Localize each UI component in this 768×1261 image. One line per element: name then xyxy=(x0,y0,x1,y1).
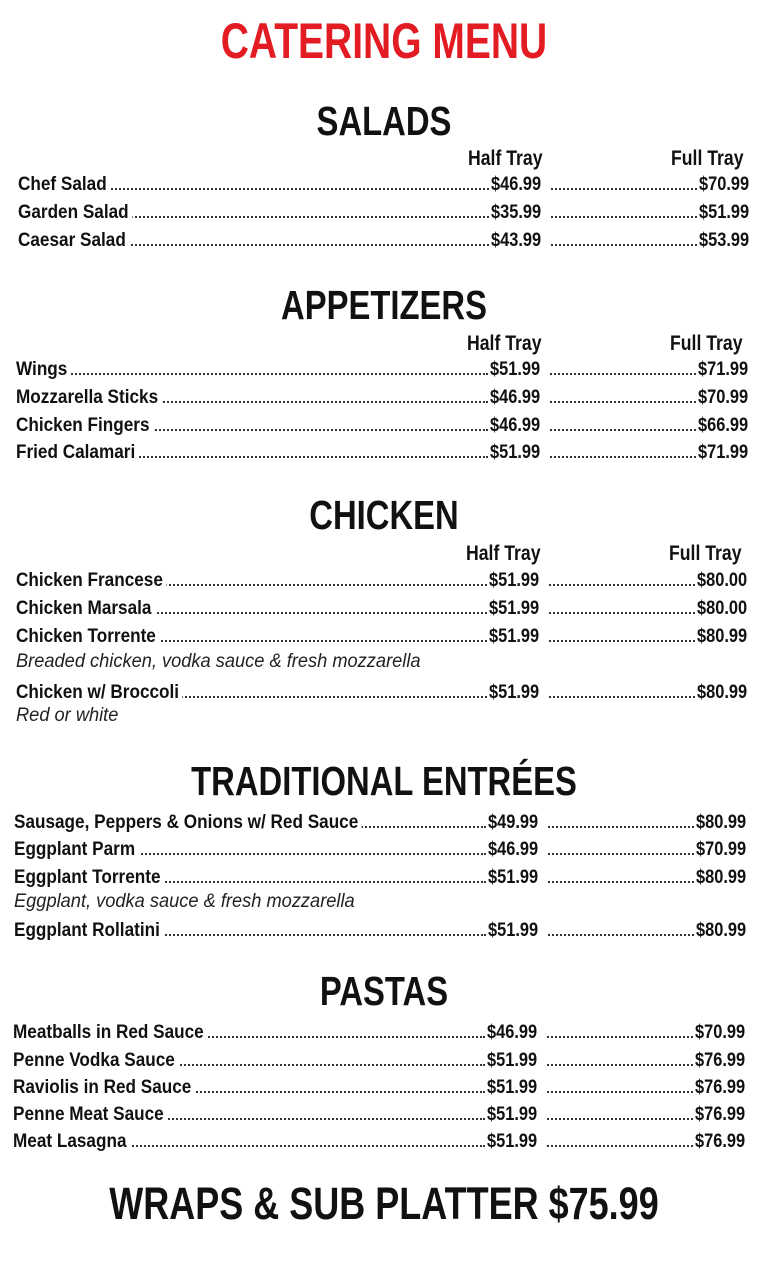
dot-leader xyxy=(16,373,488,375)
full-tray-header: Full Tray xyxy=(669,542,742,565)
half-tray-header: Half Tray xyxy=(468,147,543,170)
menu-item-row xyxy=(13,1101,755,1127)
dot-leader xyxy=(550,401,696,403)
menu-item-name: Chef Salad xyxy=(18,171,110,197)
half-tray-price: $46.99 xyxy=(487,1021,538,1043)
half-tray-price: $43.99 xyxy=(491,229,542,251)
menu-item-row xyxy=(14,836,756,862)
menu-item-row xyxy=(13,1047,755,1073)
menu-item-name: Meatballs in Red Sauce xyxy=(13,1019,207,1045)
full-tray-price: $76.99 xyxy=(695,1076,746,1098)
dot-leader xyxy=(550,456,696,458)
full-tray-price: $70.99 xyxy=(698,386,749,408)
dot-leader xyxy=(548,853,694,855)
menu-item-row xyxy=(14,864,756,890)
full-tray-price: $80.00 xyxy=(697,597,748,619)
dot-leader xyxy=(548,934,694,936)
menu-item-name: Raviolis in Red Sauce xyxy=(13,1074,195,1100)
menu-item-name: Caesar Salad xyxy=(18,227,129,253)
dot-leader xyxy=(549,612,695,614)
full-tray-price: $70.99 xyxy=(696,838,747,860)
half-tray-price: $46.99 xyxy=(488,838,539,860)
full-tray-price: $66.99 xyxy=(698,414,749,436)
full-tray-price: $80.99 xyxy=(696,919,747,941)
menu-item-name: Chicken Marsala xyxy=(16,595,155,621)
dot-leader xyxy=(548,826,694,828)
half-tray-price: $46.99 xyxy=(490,386,541,408)
menu-item-row xyxy=(13,1074,755,1100)
menu-title: CATERING MENU xyxy=(220,13,548,69)
dot-leader xyxy=(547,1118,693,1120)
full-tray-price: $71.99 xyxy=(698,441,749,463)
menu-item-row xyxy=(16,595,757,621)
dot-leader xyxy=(549,696,695,698)
section-title-pastas: PASTAS xyxy=(319,968,449,1014)
half-tray-price: $51.99 xyxy=(488,919,539,941)
dot-leader xyxy=(551,244,697,246)
half-tray-price: $51.99 xyxy=(489,625,540,647)
menu-item-row xyxy=(16,623,757,649)
half-tray-price: $51.99 xyxy=(489,569,540,591)
full-tray-price: $76.99 xyxy=(695,1103,746,1125)
menu-item-name: Wings xyxy=(16,356,71,382)
menu-item-row xyxy=(16,384,758,410)
menu-item-row xyxy=(14,917,756,943)
half-tray-price: $51.99 xyxy=(487,1049,538,1071)
menu-item-row xyxy=(16,439,758,465)
full-tray-header: Full Tray xyxy=(671,147,744,170)
section-title-salads: SALADS xyxy=(316,98,452,144)
menu-item-name: Chicken w/ Broccoli xyxy=(16,679,183,705)
menu-item-name: Eggplant Torrente xyxy=(14,864,164,890)
half-tray-price: $35.99 xyxy=(491,201,542,223)
menu-item-name: Meat Lasagna xyxy=(13,1128,130,1154)
menu-item-description: Breaded chicken, vodka sauce & fresh mozzarella xyxy=(16,651,421,672)
menu-item-row xyxy=(18,171,759,197)
full-tray-price: $80.99 xyxy=(696,811,747,833)
menu-item-name: Sausage, Peppers & Onions w/ Red Sauce xyxy=(14,809,362,835)
section-title-traditional: TRADITIONAL ENTRÉES xyxy=(191,758,577,804)
half-tray-price: $51.99 xyxy=(489,681,540,703)
full-tray-price: $80.00 xyxy=(697,569,748,591)
menu-item-name: Chicken Francese xyxy=(16,567,166,593)
dot-leader xyxy=(550,429,696,431)
menu-item-name: Penne Meat Sauce xyxy=(13,1101,167,1127)
dot-leader xyxy=(547,1145,693,1147)
menu-item-row xyxy=(16,356,758,382)
dot-leader xyxy=(549,640,695,642)
full-tray-price: $53.99 xyxy=(699,229,750,251)
half-tray-price: $51.99 xyxy=(487,1076,538,1098)
menu-item-name: Eggplant Parm xyxy=(14,836,139,862)
dot-leader xyxy=(547,1091,693,1093)
dot-leader xyxy=(548,881,694,883)
half-tray-price: $51.99 xyxy=(488,866,539,888)
full-tray-price: $70.99 xyxy=(699,173,750,195)
menu-item-row xyxy=(16,567,757,593)
menu-item-row xyxy=(14,809,756,835)
dot-leader xyxy=(550,373,696,375)
wraps-sub-platter-offer: WRAPS & SUB PLATTER $75.99 xyxy=(109,1178,659,1229)
menu-item-row xyxy=(16,679,757,705)
half-tray-header: Half Tray xyxy=(466,542,541,565)
full-tray-price: $76.99 xyxy=(695,1130,746,1152)
half-tray-price: $51.99 xyxy=(490,358,541,380)
full-tray-price: $80.99 xyxy=(697,681,748,703)
menu-item-name: Fried Calamari xyxy=(16,439,139,465)
menu-item-name: Penne Vodka Sauce xyxy=(13,1047,178,1073)
dot-leader xyxy=(547,1064,693,1066)
menu-item-name: Chicken Fingers xyxy=(16,412,153,438)
menu-item-row xyxy=(18,227,759,253)
dot-leader xyxy=(551,216,697,218)
menu-item-name: Chicken Torrente xyxy=(16,623,159,649)
half-tray-price: $46.99 xyxy=(490,414,541,436)
menu-item-row xyxy=(18,199,759,225)
menu-item-row xyxy=(13,1128,755,1154)
full-tray-price: $80.99 xyxy=(696,866,747,888)
section-title-chicken: CHICKEN xyxy=(309,492,459,538)
menu-item-description: Red or white xyxy=(16,705,119,726)
half-tray-header: Half Tray xyxy=(467,332,542,355)
full-tray-price: $76.99 xyxy=(695,1049,746,1071)
half-tray-price: $51.99 xyxy=(487,1103,538,1125)
menu-item-row xyxy=(16,412,758,438)
half-tray-price: $49.99 xyxy=(488,811,539,833)
menu-item-name: Mozzarella Sticks xyxy=(16,384,162,410)
half-tray-price: $51.99 xyxy=(489,597,540,619)
dot-leader xyxy=(551,188,697,190)
menu-item-name: Garden Salad xyxy=(18,199,132,225)
full-tray-price: $70.99 xyxy=(695,1021,746,1043)
half-tray-price: $51.99 xyxy=(487,1130,538,1152)
half-tray-price: $46.99 xyxy=(491,173,542,195)
full-tray-header: Full Tray xyxy=(670,332,743,355)
menu-item-name: Eggplant Rollatini xyxy=(14,917,163,943)
dot-leader xyxy=(549,584,695,586)
menu-item-description: Eggplant, vodka sauce & fresh mozzarella xyxy=(14,891,355,912)
full-tray-price: $71.99 xyxy=(698,358,749,380)
half-tray-price: $51.99 xyxy=(490,441,541,463)
menu-item-row xyxy=(13,1019,755,1045)
full-tray-price: $80.99 xyxy=(697,625,748,647)
full-tray-price: $51.99 xyxy=(699,201,750,223)
section-title-appetizers: APPETIZERS xyxy=(281,282,487,328)
dot-leader xyxy=(547,1036,693,1038)
